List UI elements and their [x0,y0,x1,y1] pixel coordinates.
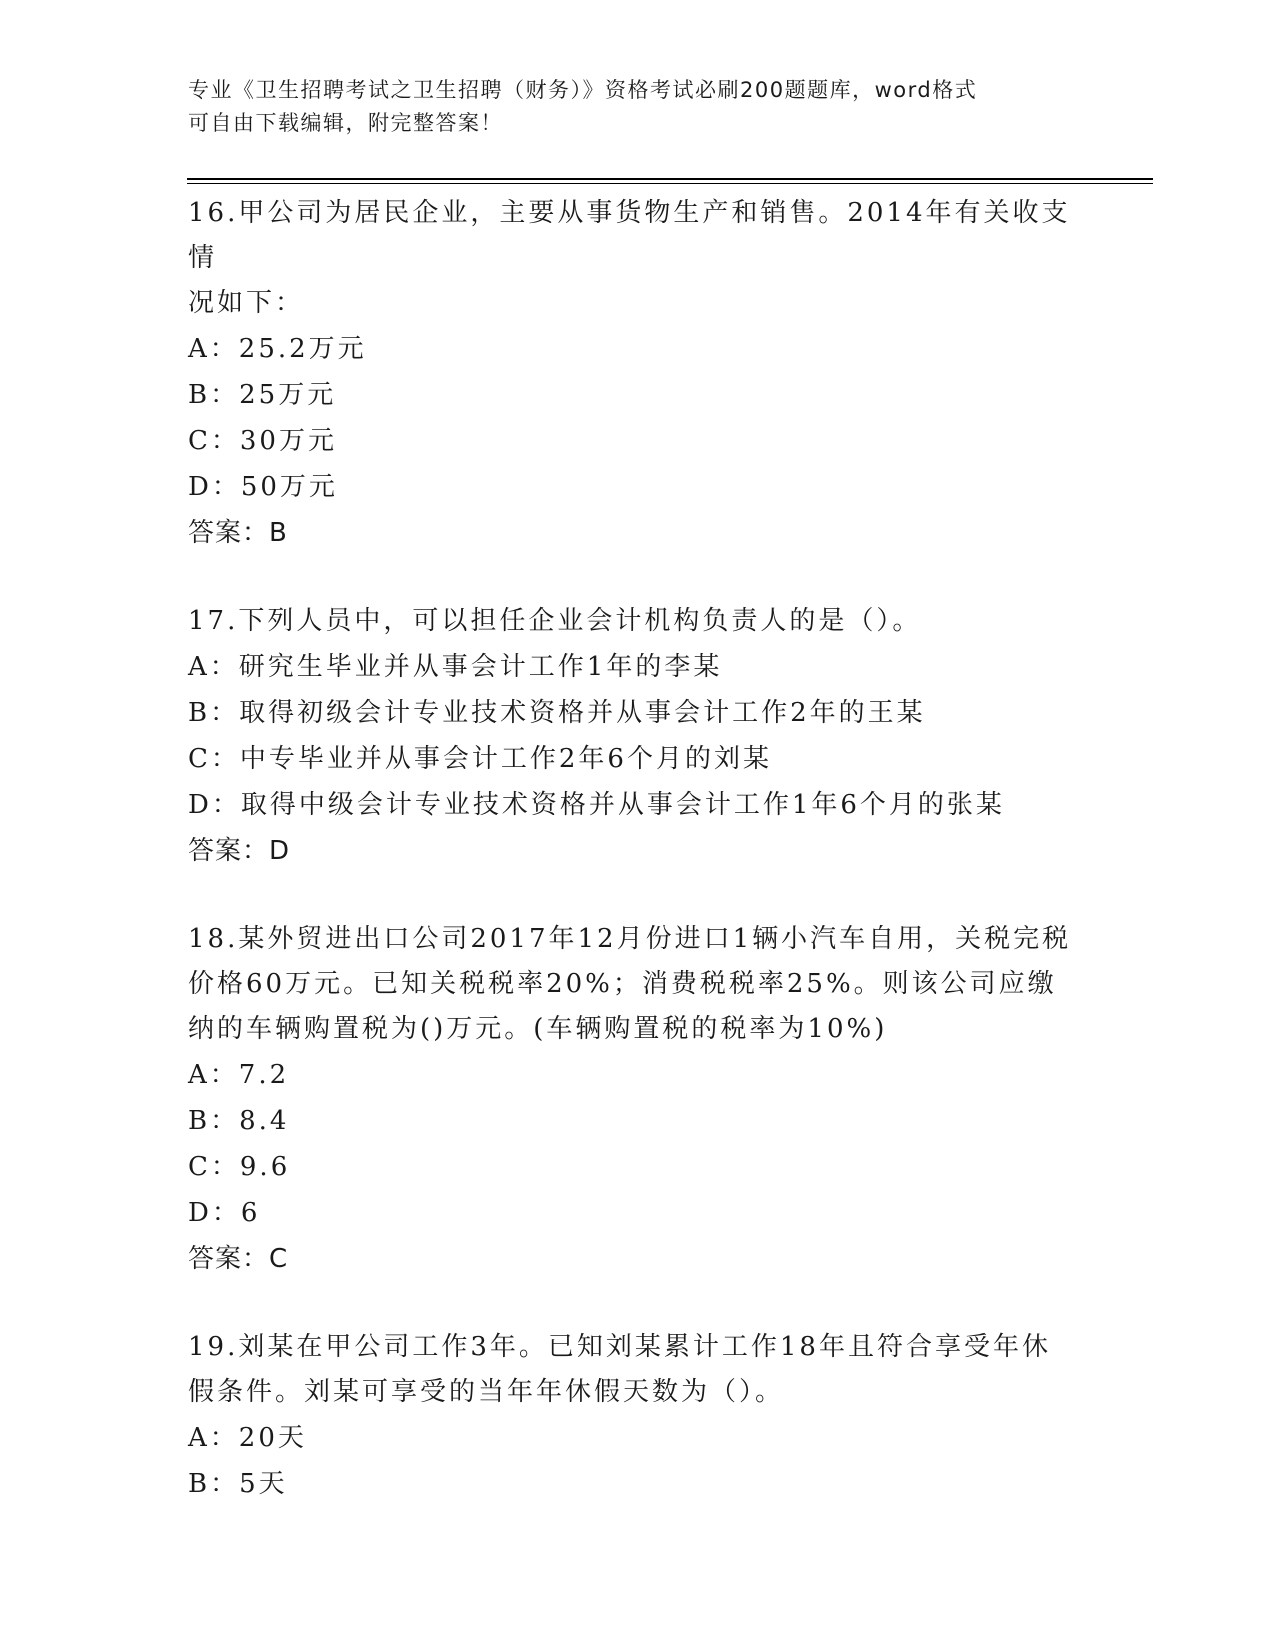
option-c: C：9.6 [188,1152,291,1182]
option-a: A：研究生毕业并从事会计工作1年的李某 [188,652,723,682]
option-b: B：取得初级会计专业技术资格并从事会计工作2年的王某 [188,698,926,728]
header-divider-thin [187,183,1153,184]
question-18 [188,917,1088,1282]
header-line-2: 可自由下载编辑，附完整答案！ [188,111,503,135]
option-b: B：25万元 [188,380,337,410]
question-16 [188,191,1088,556]
option-c: C：30万元 [188,426,337,456]
question-stem-line: 16.甲公司为居民企业，主要从事货物生产和销售。2014年有关收支情 [188,198,1071,273]
question-stem-line: 纳的车辆购置税为()万元。(车辆购置税的税率为10%) [188,1014,888,1044]
question-17 [188,599,1088,874]
option-a: A：25.2万元 [188,334,367,364]
header-line-1: 专业《卫生招聘考试之卫生招聘（财务）》资格考试必刷200题题库，word格式 [188,78,978,102]
option-b: B：5天 [188,1469,288,1499]
question-stem-line: 19.刘某在甲公司工作3年。已知刘某累计工作18年且符合享受年休 [188,1332,1051,1362]
document-header [188,74,1088,140]
answer-line: 答案：C [188,1244,289,1274]
question-19 [188,1325,1088,1507]
question-list [188,191,1088,1507]
question-stem-line: 况如下： [188,288,305,318]
question-stem-line: 18.某外贸进出口公司2017年12月份进口1辆小汽车自用，关税完税 [188,924,1072,954]
option-a: A：20天 [188,1423,307,1453]
question-spacer [188,556,1088,599]
answer-line: 答案：B [188,518,288,548]
option-d: D：取得中级会计专业技术资格并从事会计工作1年6个月的张某 [188,790,1005,820]
question-stem-line: 价格60万元。已知关税税率20%；消费税税率25%。则该公司应缴 [188,969,1057,999]
question-stem-line: 17.下列人员中，可以担任企业会计机构负责人的是（）。 [188,606,922,636]
option-d: D：50万元 [188,472,338,502]
option-a: A：7.2 [188,1060,290,1090]
option-b: B：8.4 [188,1106,290,1136]
header-divider-thick [187,178,1153,180]
answer-line: 答案：D [188,836,291,866]
option-d: D：6 [188,1198,261,1228]
option-c: C：中专毕业并从事会计工作2年6个月的刘某 [188,744,772,774]
question-spacer [188,1282,1088,1325]
question-stem-line: 假条件。刘某可享受的当年年休假天数为（）。 [188,1377,785,1407]
question-spacer [188,874,1088,917]
